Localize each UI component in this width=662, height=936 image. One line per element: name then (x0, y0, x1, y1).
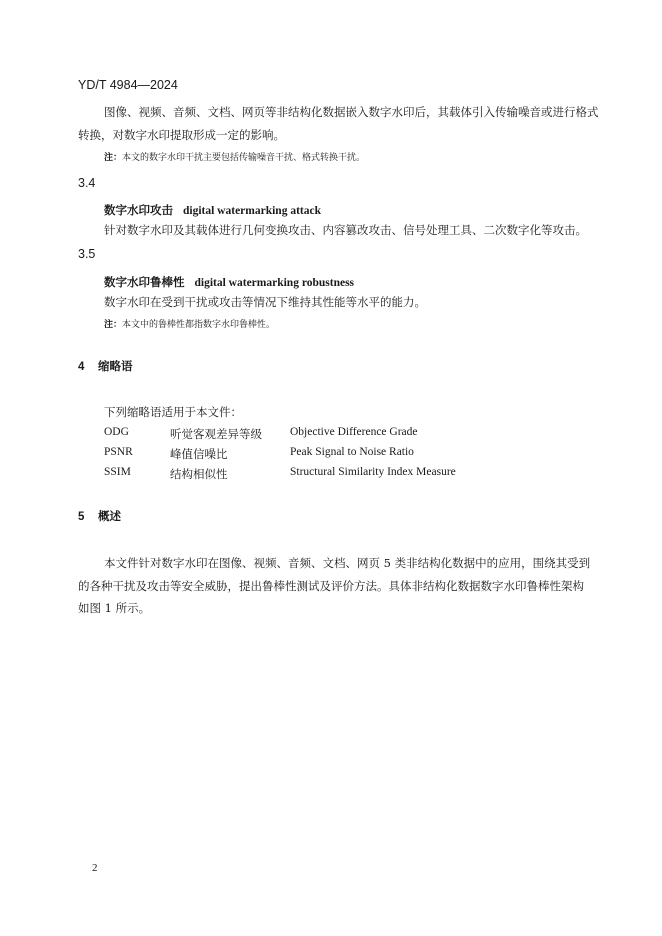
section-title: 缩略语 (98, 359, 133, 373)
paragraph-line: 的各种干扰及攻击等安全威胁，提出鲁棒性测试及评价方法。具体非结构化数据数字水印鲁棒性架构 (78, 579, 584, 593)
paragraph-line: 本文件针对数字水印在图像、视频、音频、文档、网页 5 类非结构化数据中的应用，围绕其受到 (104, 556, 591, 570)
section-heading (78, 508, 121, 524)
term-en: digital watermarking robustness (194, 277, 355, 289)
section-number: 5 (78, 511, 85, 523)
section-heading (78, 358, 133, 374)
term-cn: 数字水印鲁棒性 (104, 275, 185, 289)
abbreviation-en: Peak Signal to Noise Ratio (290, 446, 414, 458)
term-en: digital watermarking attack (183, 205, 321, 217)
abbreviation-cn: 峰值信噪比 (170, 447, 228, 461)
document-id-header: YD/T 4984—2024 (78, 78, 178, 92)
section-title: 概述 (98, 509, 121, 523)
abbreviation-en: Structural Similarity Index Measure (290, 466, 456, 478)
note (104, 150, 365, 163)
term-definition: 数字水印在受到干扰或攻击等情况下维持其性能等水平的能力。 (104, 295, 426, 309)
abbreviation: SSIM (104, 466, 131, 478)
paragraph-line: 转换，对数字水印提取形成一定的影响。 (78, 128, 285, 142)
abbreviations-intro: 下列缩略语适用于本文件： (104, 405, 242, 419)
note-label: 注： (104, 153, 123, 163)
term-heading (104, 274, 354, 290)
term-cn: 数字水印攻击 (104, 203, 173, 217)
abbreviation: PSNR (104, 446, 133, 458)
clause-number: 3.4 (78, 176, 96, 190)
abbreviation-cn: 结构相似性 (170, 467, 228, 481)
abbreviation-cn: 听觉客观差异等级 (170, 427, 262, 441)
term-heading (104, 202, 321, 218)
note-text: 本文中的鲁棒性都指数字水印鲁棒性。 (122, 320, 276, 330)
paragraph-line: 如图 1 所示。 (78, 601, 151, 615)
note-text: 本文的数字水印干扰主要包括传输噪音干扰、格式转换干扰。 (122, 153, 366, 163)
note (104, 317, 275, 330)
section-number: 4 (78, 361, 85, 373)
paragraph-line: 图像、视频、音频、文档、网页等非结构化数据嵌入数字水印后，其载体引入传输噪音或进行格式 (104, 105, 599, 119)
abbreviation: ODG (104, 426, 129, 438)
page-number: 2 (92, 862, 98, 874)
abbreviation-en: Objective Difference Grade (290, 426, 418, 438)
term-definition: 针对数字水印及其载体进行几何变换攻击、内容篡改攻击、信号处理工具、二次数字化等攻击。 (104, 223, 587, 237)
note-label: 注： (104, 320, 123, 330)
clause-number: 3.5 (78, 247, 96, 261)
